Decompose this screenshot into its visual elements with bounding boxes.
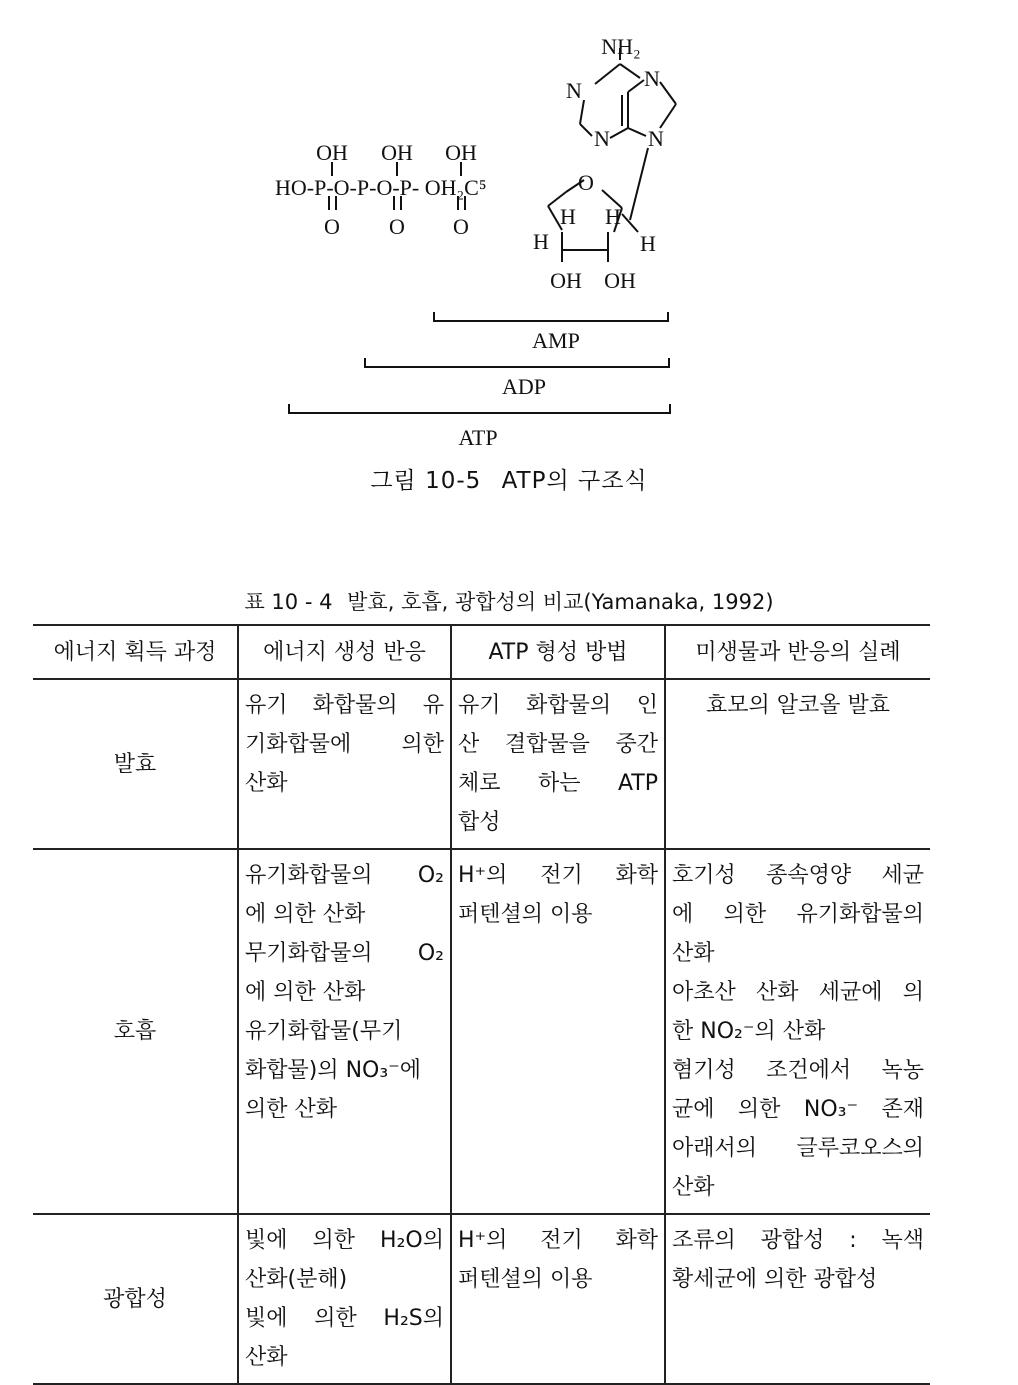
atp-method-cell — [451, 1214, 665, 1384]
reaction-cell — [238, 679, 451, 849]
adenine-n9-label: N — [648, 126, 664, 151]
cell-line: 산화 — [245, 1345, 288, 1370]
cell-line: 산화(분해) — [245, 1267, 348, 1292]
cell-line: 산화 — [245, 771, 288, 796]
cell-line: 퍼텐셜의 이용 — [458, 902, 593, 927]
cell-line: 아초산 산화 세균에 의 — [672, 980, 924, 1005]
table-row-fermentation — [33, 679, 930, 849]
cell-line: 에 의한 산화 — [245, 902, 366, 927]
nh2-label: NH₂ — [601, 34, 641, 59]
example-cell — [665, 1214, 930, 1384]
header-energy-reaction: 에너지 생성 반응 — [238, 625, 451, 679]
cell-line: 아래서의 글루코오스의 — [672, 1136, 924, 1161]
ribose-oxygen-label: O — [578, 170, 594, 195]
cell-line: 빛에 의한 H₂S의 — [245, 1306, 444, 1331]
process-cell: 호흡 — [33, 849, 238, 1214]
cell-line: H⁺의 전기 화학 — [458, 1228, 658, 1253]
reaction-cell — [238, 1214, 451, 1384]
cell-line: 균에 의한 NO₃⁻ 존재 — [672, 1097, 924, 1122]
header-energy-process: 에너지 획득 과정 — [33, 625, 238, 679]
ribose-oh-label: OH — [604, 268, 636, 293]
cell-line: 의한 산화 — [245, 1097, 338, 1122]
cell-line: 유기 화합물의 유 — [245, 693, 444, 718]
cell-line: 황세균에 의한 광합성 — [672, 1267, 878, 1292]
cell-line: 유기 화합물의 인 — [458, 693, 658, 718]
header-atp-method: ATP 형성 방법 — [451, 625, 665, 679]
cell-line: 빛에 의한 H₂O의 — [245, 1228, 444, 1253]
atp-structure-diagram — [0, 0, 1018, 470]
cell-line: 조류의 광합성 : 녹색 — [672, 1228, 924, 1253]
table-title-label: 표 10 - 4 — [244, 590, 333, 614]
adp-bracket-label: ADP — [501, 374, 547, 399]
adenine-n7-label: N — [644, 66, 660, 91]
header-examples: 미생물과 반응의 실례 — [665, 625, 930, 679]
example-cell — [665, 849, 930, 1214]
ribose-h-label: H — [605, 204, 621, 229]
cell-line: 유기화합물(무기 — [245, 1019, 403, 1044]
figure-caption-label: 그림 10-5 — [370, 468, 482, 494]
cell-line: 산화 — [672, 941, 715, 966]
phosphate-chain-label: HO-P-O-P-O-P- OH₂C⁵ — [275, 175, 487, 200]
phosphate-o-label: O — [389, 214, 405, 239]
process-cell: 발효 — [33, 679, 238, 849]
cell-line: 효모의 알코올 발효 — [705, 693, 890, 718]
example-cell — [665, 679, 930, 849]
phosphate-oh-label: OH — [316, 140, 348, 165]
cell-line: 퍼텐셜의 이용 — [458, 1267, 593, 1292]
adenine-n1-label: N — [566, 78, 582, 103]
cell-line: 합성 — [458, 810, 501, 835]
cell-line: 한 NO₂⁻의 산화 — [672, 1019, 826, 1044]
ribose-h-label: H — [560, 204, 576, 229]
phosphate-o-label: O — [453, 214, 469, 239]
atp-method-cell — [451, 679, 665, 849]
cell-line: 산화 — [672, 1175, 715, 1200]
cell-line: 호기성 종속영양 세균 — [672, 863, 924, 888]
table-row-respiration — [33, 849, 930, 1214]
ribose-h-label: H — [533, 229, 549, 254]
cell-line: 혐기성 조건에서 녹농 — [672, 1058, 924, 1083]
cell-line: 화합물)의 NO₃⁻에 — [245, 1058, 422, 1083]
phosphate-oh-label: OH — [445, 140, 477, 165]
figure-caption-text: ATP의 구조식 — [501, 468, 648, 494]
amp-bracket-label: AMP — [532, 328, 580, 353]
reaction-cell — [238, 849, 451, 1214]
phosphate-oh-label: OH — [381, 140, 413, 165]
atp-bracket-label: ATP — [458, 425, 498, 450]
cell-line: 에 의한 산화 — [245, 980, 366, 1005]
table-header-row — [33, 625, 930, 679]
cell-line: 유기화합물의 O₂ — [245, 863, 444, 888]
table-title — [0, 586, 1018, 616]
cell-line: 무기화합물의 O₂ — [245, 941, 444, 966]
ribose-oh-label: OH — [550, 268, 582, 293]
cell-line: 기화합물에 의한 — [245, 732, 444, 757]
comparison-table — [33, 624, 930, 1385]
figure-caption — [0, 462, 1018, 495]
cell-line: H⁺의 전기 화학 — [458, 863, 658, 888]
table-title-text: 발효, 호흡, 광합성의 비교(Yamanaka, 1992) — [347, 590, 774, 614]
ribose-h-label: H — [640, 231, 656, 256]
atp-method-cell — [451, 849, 665, 1214]
phosphate-o-label: O — [324, 214, 340, 239]
process-cell: 광합성 — [33, 1214, 238, 1384]
cell-line: 에 의한 유기화합물의 — [672, 902, 924, 927]
adenine-n3-label: N — [594, 126, 610, 151]
cell-line: 산 결합물을 중간 — [458, 732, 658, 757]
cell-line: 체로 하는 ATP — [458, 771, 658, 796]
table-row-photosynthesis — [33, 1214, 930, 1384]
